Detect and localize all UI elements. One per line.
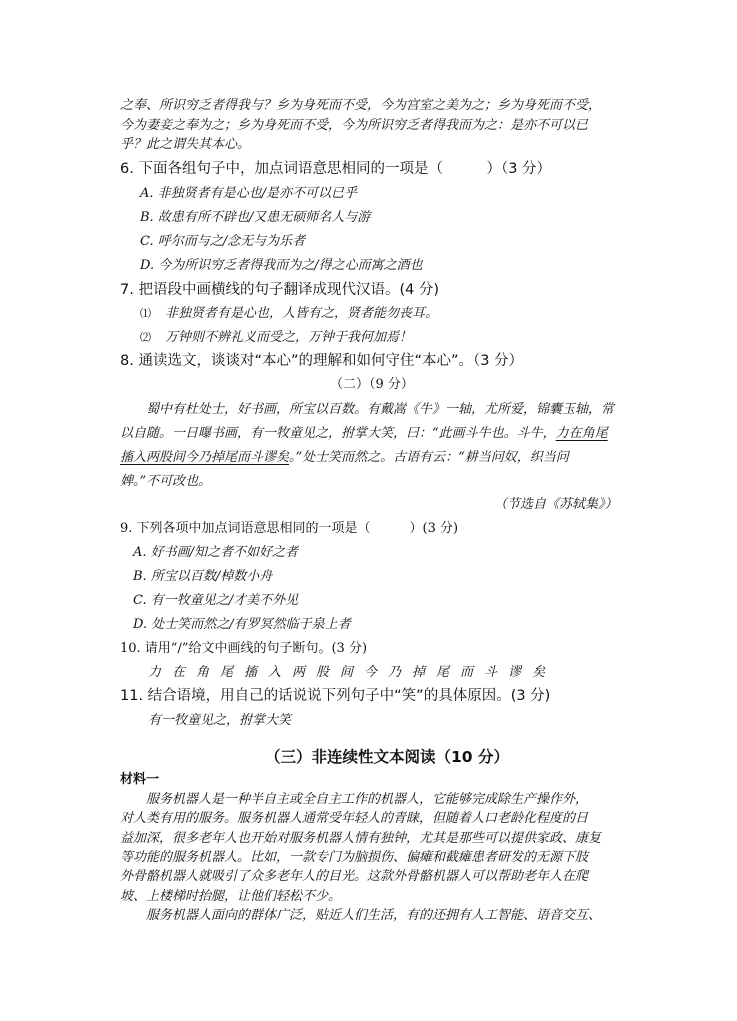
material-para-line: 外骨骼机器人就吸引了众多老年人的目光。这款外骨骼机器人可以帮助老年人在爬 <box>120 869 589 884</box>
material-para-line: 服务机器人是一种半自主或全自主工作的机器人，它能够完成除生产操作外， <box>120 792 589 807</box>
question-10-stem: 10. 请用“/”给文中画线的句子断句。(3 分) <box>120 641 368 656</box>
material-label: 材料一 <box>120 772 160 787</box>
q7-item-1-text: 非独贤者有是心也，人皆有之，贤者能勿丧耳。 <box>165 306 439 321</box>
q11-sentence: 有一牧童见之，拊掌大笑 <box>148 713 292 728</box>
section-2-para-line <box>120 449 569 467</box>
material-para-line: 服务机器人面向的群体广泛，贴近人们生活，有的还拥有人工智能、语音交互、 <box>120 908 602 923</box>
question-7-stem: 7. 把语段中画横线的句子翻译成现代汉语。(4 分) <box>120 282 440 298</box>
passage-line: 乎？此之谓失其本心。 <box>120 137 251 152</box>
q9-option-a: A. 好书画/知之者不如好之者 <box>133 545 299 560</box>
material-para-line: 等功能的服务机器人。比如，一款专门为脑损伤、偏瘫和截瘫患者研发的无源下肢 <box>120 850 589 865</box>
q10-sentence: 力在角尾搐入两股间今乃掉尾而斗谬矣 <box>148 665 557 680</box>
underlined-sentence: 力在角尾 <box>555 426 608 441</box>
question-11-stem: 11. 结合语境，用自己的话说说下列句子中“笑”的具体原因。(3 分) <box>120 688 551 704</box>
q9-option-d: D. 处士笑而然之/有罗冥然临于泉上者 <box>133 617 351 632</box>
para-text: 蜀中有杜处士，好书画，所宝以百数。有戴嵩《牛》一轴，尤所爱，锦囊玉轴，常 <box>120 402 615 417</box>
passage-line: 之奉、所识穷乏者得我与？乡为身死而不受，今为宫室之美为之；乡为身死而不受， <box>120 98 602 113</box>
question-6-stem: 6. 下面各组句子中，加点词语意思相同的一项是（ ）（3 分） <box>120 161 552 177</box>
q6-option-d: D. 今为所识穷乏者得我而为之/得之心而寓之酒也 <box>140 258 423 273</box>
source-citation: （节选自《苏轼集》） <box>494 497 618 512</box>
q9-option-b: B. 所宝以百数/棹数小舟 <box>133 569 273 584</box>
q9-option-c: C. 有一牧童见之/才美不外见 <box>133 593 299 608</box>
q7-item-2-text: 万钟则不辨礼义而受之，万钟于我何加焉！ <box>165 330 413 345</box>
q6-option-a: A. 非独贤者有是心也/是亦不可以已乎 <box>140 186 358 201</box>
q7-item-2-number: ⑵ <box>140 331 151 344</box>
underlined-sentence: 搐入两股间今乃掉尾而斗谬矣 <box>120 450 290 465</box>
material-para-line: 对人类有用的服务。服务机器人通常受年轻人的青睐，但随着人口老龄化程度的日 <box>120 811 589 826</box>
question-9-stem: 9. 下列各项中加点词语意思相同的一项是（ ）(3 分) <box>120 521 459 536</box>
section-3-title: （三）非连续性文本阅读（10 分） <box>265 748 509 766</box>
section-2-para-line <box>120 401 614 419</box>
section-2-para-line <box>120 473 211 491</box>
question-8-stem: 8. 通读选文，谈谈对“本心”的理解和如何守住“本心”。（3 分） <box>120 353 524 369</box>
section-2-header: （二）（9 分） <box>330 377 414 392</box>
section-2-para-line <box>120 425 608 443</box>
para-text: 以自随。一日曝书画，有一牧童见之，拊掌大笑，曰：“此画斗牛也。斗牛， <box>120 426 556 441</box>
material-para-line: 坡、上楼梯时抬腿，让他们轻松不少。 <box>120 889 342 904</box>
material-para-line: 益加深，很多老年人也开始对服务机器人情有独钟，尤其是那些可以提供家政、康复 <box>120 831 602 846</box>
q6-option-b: B. 故患有所不辟也/又患无硕师名人与游 <box>140 210 371 225</box>
para-text: 婢。”不可改也。 <box>120 474 212 489</box>
q7-item-1-number: ⑴ <box>140 307 151 320</box>
para-text: 。”处士笑而然之。古语有云：“耕当问奴，织当问 <box>289 450 569 465</box>
q6-option-c: C. 呼尔而与之/念无与为乐者 <box>140 234 306 249</box>
passage-line: 今为妻妾之奉为之；乡为身死而不受，今为所识穷乏者得我而为之：是亦不可以已 <box>120 118 589 133</box>
